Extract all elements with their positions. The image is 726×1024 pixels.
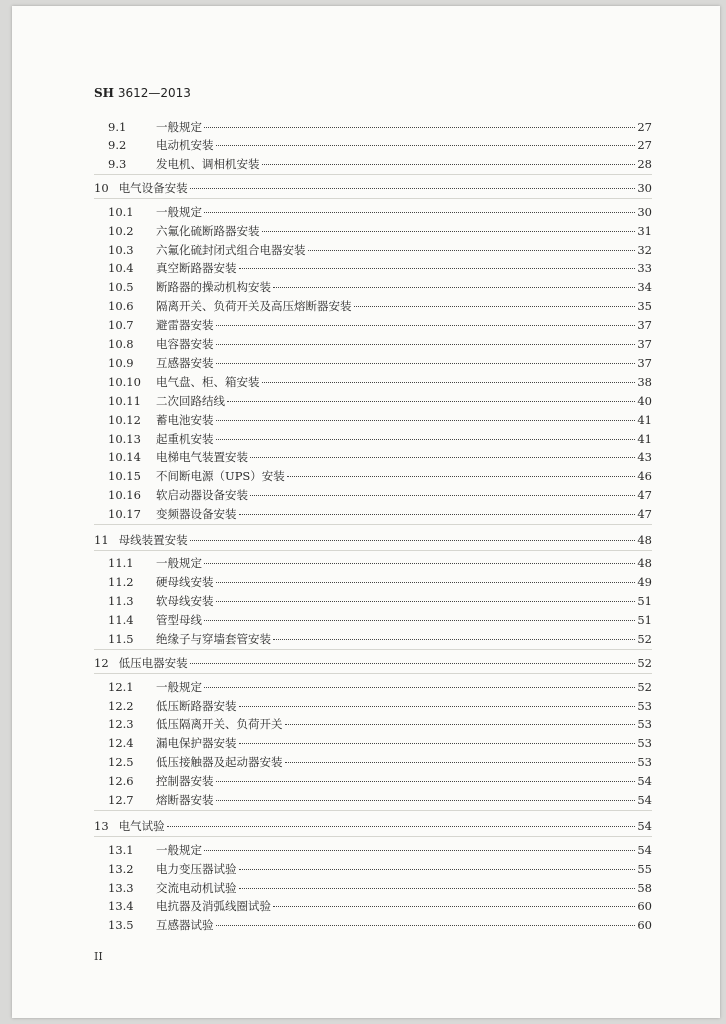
toc-entry-title: 起重机安装 [156,432,214,446]
toc-entry-page: 32 [637,243,652,257]
toc-entry-title: 不间断电源（UPS）安装 [156,469,285,483]
toc-section-entry [108,679,652,695]
toc-section-entry [108,317,652,333]
toc-section-entry [108,754,652,770]
toc-entry-title: 硬母线安装 [156,575,214,589]
toc-section-entry [108,917,652,933]
toc-chapter-entry [94,532,652,548]
toc-section-entry [108,156,652,172]
section-divider [94,550,652,551]
toc-leader-dots [239,743,636,744]
toc-leader-dots [262,231,636,232]
section-divider [94,174,652,175]
toc-section-entry [108,242,652,258]
toc-entry-page: 52 [637,656,652,670]
toc-entry-number: 12.1 [108,680,134,694]
section-divider [94,198,652,199]
toc-section-entry [108,119,652,135]
toc-leader-dots [273,906,635,907]
toc-entry-page: 60 [637,899,652,913]
toc-entry-title: 蓄电池安装 [156,413,214,427]
toc-entry-page: 43 [637,450,652,464]
section-divider [94,524,652,525]
toc-entry-number: 9.2 [108,138,127,152]
toc-entry-page: 41 [637,432,652,446]
toc-leader-dots [216,363,636,364]
toc-leader-dots [239,268,636,269]
toc-entry-number: 13.4 [108,899,134,913]
toc-entry-page: 51 [637,613,652,627]
toc-leader-dots [308,250,636,251]
toc-entry-page: 47 [637,507,652,521]
toc-section-entry [108,593,652,609]
toc-entry-number: 10.16 [108,488,141,502]
toc-entry-title: 低压接触器及起动器安装 [156,755,283,769]
toc-leader-dots [227,401,635,402]
toc-entry-page: 48 [637,533,652,547]
toc-entry-title: 六氟化硫断路器安装 [156,224,260,238]
toc-entry-page: 48 [637,556,652,570]
toc-leader-dots [239,888,636,889]
toc-entry-number: 10 [94,181,109,195]
toc-entry-number: 10.13 [108,432,141,446]
toc-entry-page: 60 [637,918,652,932]
toc-section-entry [108,298,652,314]
toc-entry-number: 10.4 [108,261,134,275]
toc-entry-page: 30 [637,181,652,195]
toc-leader-dots [204,212,635,213]
toc-leader-dots [273,639,635,640]
toc-leader-dots [239,514,636,515]
toc-leader-dots [285,762,636,763]
page-number-footer: II [94,950,103,963]
toc-entry-page: 54 [637,793,652,807]
toc-entry-title: 发电机、调相机安装 [156,157,260,171]
toc-section-entry [108,449,652,465]
toc-section-entry [108,204,652,220]
toc-entry-title: 避雷器安装 [156,318,214,332]
toc-entry-title: 管型母线 [156,613,202,627]
toc-entry-title: 电气设备安装 [118,181,188,195]
toc-entry-title: 交流电动机试验 [156,881,237,895]
toc-section-entry [108,468,652,484]
toc-entry-number: 11 [94,533,109,547]
toc-entry-title: 变频器设备安装 [156,507,237,521]
toc-section-entry [108,861,652,877]
toc-leader-dots [262,382,636,383]
toc-leader-dots [216,145,636,146]
toc-entry-title: 电气盘、柜、箱安装 [156,375,260,389]
toc-entry-title: 互感器安装 [156,356,214,370]
toc-entry-title: 断路器的操动机构安装 [156,280,271,294]
toc-section-entry [108,773,652,789]
section-divider [94,649,652,650]
toc-section-entry [108,223,652,239]
toc-leader-dots [216,800,636,801]
toc-entry-number: 12.2 [108,699,134,713]
toc-entry-title: 一般规定 [156,680,202,694]
toc-entry-title: 低压隔离开关、负荷开关 [156,717,283,731]
toc-leader-dots [216,439,636,440]
toc-entry-page: 34 [637,280,652,294]
toc-chapter-entry [94,818,652,834]
toc-entry-number: 11.5 [108,632,134,646]
toc-section-entry [108,487,652,503]
toc-entry-title: 低压断路器安装 [156,699,237,713]
toc-entry-page: 31 [637,224,652,238]
toc-entry-number: 10.9 [108,356,134,370]
toc-entry-number: 13.1 [108,843,134,857]
toc-leader-dots [285,724,636,725]
toc-leader-dots [216,420,636,421]
toc-entry-title: 一般规定 [156,556,202,570]
toc-entry-number: 13 [94,819,109,833]
toc-entry-title: 低压电器安装 [118,656,188,670]
toc-entry-number: 10.8 [108,337,134,351]
toc-entry-page: 58 [637,881,652,895]
toc-entry-number: 10.12 [108,413,141,427]
toc-leader-dots [190,540,636,541]
toc-entry-page: 46 [637,469,652,483]
toc-entry-number: 11.2 [108,575,134,589]
toc-entry-title: 熔断器安装 [156,793,214,807]
toc-entry-page: 49 [637,575,652,589]
toc-leader-dots [216,582,636,583]
toc-section-entry [108,374,652,390]
toc-entry-title: 母线装置安装 [118,533,188,547]
toc-entry-title: 二次回路结线 [156,394,225,408]
toc-leader-dots [190,663,636,664]
toc-section-entry [108,412,652,428]
toc-section-entry [108,716,652,732]
toc-leader-dots [216,781,636,782]
toc-entry-number: 10.1 [108,205,134,219]
toc-entry-number: 10.14 [108,450,141,464]
toc-entry-number: 10.10 [108,375,141,389]
toc-entry-title: 互感器试验 [156,918,214,932]
toc-leader-dots [204,563,635,564]
toc-entry-page: 38 [637,375,652,389]
toc-entry-page: 35 [637,299,652,313]
toc-entry-page: 53 [637,736,652,750]
toc-entry-number: 12.3 [108,717,134,731]
toc-entry-page: 54 [637,819,652,833]
toc-section-entry [108,555,652,571]
toc-leader-dots [216,344,636,345]
toc-entry-number: 10.2 [108,224,134,238]
toc-entry-page: 41 [637,413,652,427]
toc-entry-title: 真空断路器安装 [156,261,237,275]
toc-entry-title: 电力变压器试验 [156,862,237,876]
toc-section-entry [108,431,652,447]
toc-leader-dots [216,325,636,326]
toc-leader-dots [204,127,635,128]
toc-entry-page: 54 [637,843,652,857]
toc-chapter-entry [94,655,652,671]
toc-entry-page: 52 [637,680,652,694]
toc-entry-number: 12.4 [108,736,134,750]
toc-entry-page: 47 [637,488,652,502]
toc-leader-dots [273,287,635,288]
toc-leader-dots [250,457,635,458]
toc-section-entry [108,631,652,647]
toc-entry-number: 11.3 [108,594,134,608]
toc-entry-page: 53 [637,699,652,713]
toc-entry-page: 28 [637,157,652,171]
toc-entry-number: 13.2 [108,862,134,876]
toc-chapter-entry [94,180,652,196]
toc-leader-dots [204,687,635,688]
toc-leader-dots [190,188,636,189]
toc-entry-number: 12 [94,656,109,670]
toc-entry-page: 51 [637,594,652,608]
toc-entry-number: 13.3 [108,881,134,895]
section-divider [94,836,652,837]
toc-leader-dots [287,476,636,477]
toc-leader-dots [239,869,636,870]
toc-entry-page: 53 [637,717,652,731]
toc-entry-page: 53 [637,755,652,769]
toc-entry-number: 9.3 [108,157,127,171]
toc-entry-title: 电抗器及消弧线圈试验 [156,899,271,913]
toc-section-entry [108,260,652,276]
toc-entry-title: 一般规定 [156,120,202,134]
toc-section-entry [108,355,652,371]
toc-entry-page: 37 [637,318,652,332]
toc-entry-title: 电动机安装 [156,138,214,152]
toc-entry-page: 33 [637,261,652,275]
toc-leader-dots [239,706,636,707]
toc-section-entry [108,336,652,352]
toc-entry-title: 一般规定 [156,843,202,857]
toc-entry-number: 10.17 [108,507,141,521]
toc-leader-dots [262,164,636,165]
toc-entry-number: 10.15 [108,469,141,483]
toc-entry-title: 六氟化硫封闭式组合电器安装 [156,243,306,257]
toc-leader-dots [204,850,635,851]
toc-entry-title: 软母线安装 [156,594,214,608]
toc-entry-page: 40 [637,394,652,408]
toc-entry-page: 55 [637,862,652,876]
document-page [12,6,720,1018]
section-divider [94,810,652,811]
toc-entry-number: 10.11 [108,394,141,408]
toc-entry-title: 绝缘子与穿墙套管安装 [156,632,271,646]
toc-section-entry [108,279,652,295]
toc-entry-number: 10.3 [108,243,134,257]
toc-entry-title: 控制器安装 [156,774,214,788]
toc-entry-title: 电气试验 [118,819,165,833]
toc-entry-number: 10.6 [108,299,134,313]
toc-section-entry [108,898,652,914]
toc-entry-page: 30 [637,205,652,219]
toc-section-entry [108,612,652,628]
toc-entry-title: 漏电保护器安装 [156,736,237,750]
toc-entry-title: 电容器安装 [156,337,214,351]
toc-leader-dots [204,620,635,621]
toc-section-entry [108,137,652,153]
toc-section-entry [108,393,652,409]
toc-entry-number: 12.7 [108,793,134,807]
toc-entry-number: 9.1 [108,120,127,134]
toc-entry-number: 10.7 [108,318,134,332]
toc-entry-number: 12.6 [108,774,134,788]
toc-entry-number: 10.5 [108,280,134,294]
toc-section-entry [108,842,652,858]
toc-section-entry [108,735,652,751]
toc-leader-dots [250,495,635,496]
toc-leader-dots [167,826,636,827]
toc-entry-title: 电梯电气装置安装 [156,450,248,464]
toc-entry-title: 软启动器设备安装 [156,488,248,502]
toc-section-entry [108,880,652,896]
toc-entry-title: 一般规定 [156,205,202,219]
toc-section-entry [108,506,652,522]
toc-leader-dots [354,306,636,307]
toc-entry-number: 11.4 [108,613,134,627]
toc-entry-number: 12.5 [108,755,134,769]
standard-code: SH [94,86,115,100]
toc-entry-page: 27 [637,120,652,134]
standard-number: 3612—2013 [117,86,191,100]
toc-section-entry [108,792,652,808]
toc-entry-title: 隔离开关、负荷开关及高压熔断器安装 [156,299,352,313]
toc-leader-dots [216,601,636,602]
toc-entry-page: 52 [637,632,652,646]
toc-entry-page: 37 [637,356,652,370]
toc-entry-number: 11.1 [108,556,134,570]
toc-entry-page: 37 [637,337,652,351]
toc-section-entry [108,574,652,590]
toc-entry-page: 54 [637,774,652,788]
toc-entry-number: 13.5 [108,918,134,932]
page-header [94,86,191,100]
toc-leader-dots [216,925,636,926]
toc-section-entry [108,698,652,714]
toc-entry-page: 27 [637,138,652,152]
section-divider [94,673,652,674]
